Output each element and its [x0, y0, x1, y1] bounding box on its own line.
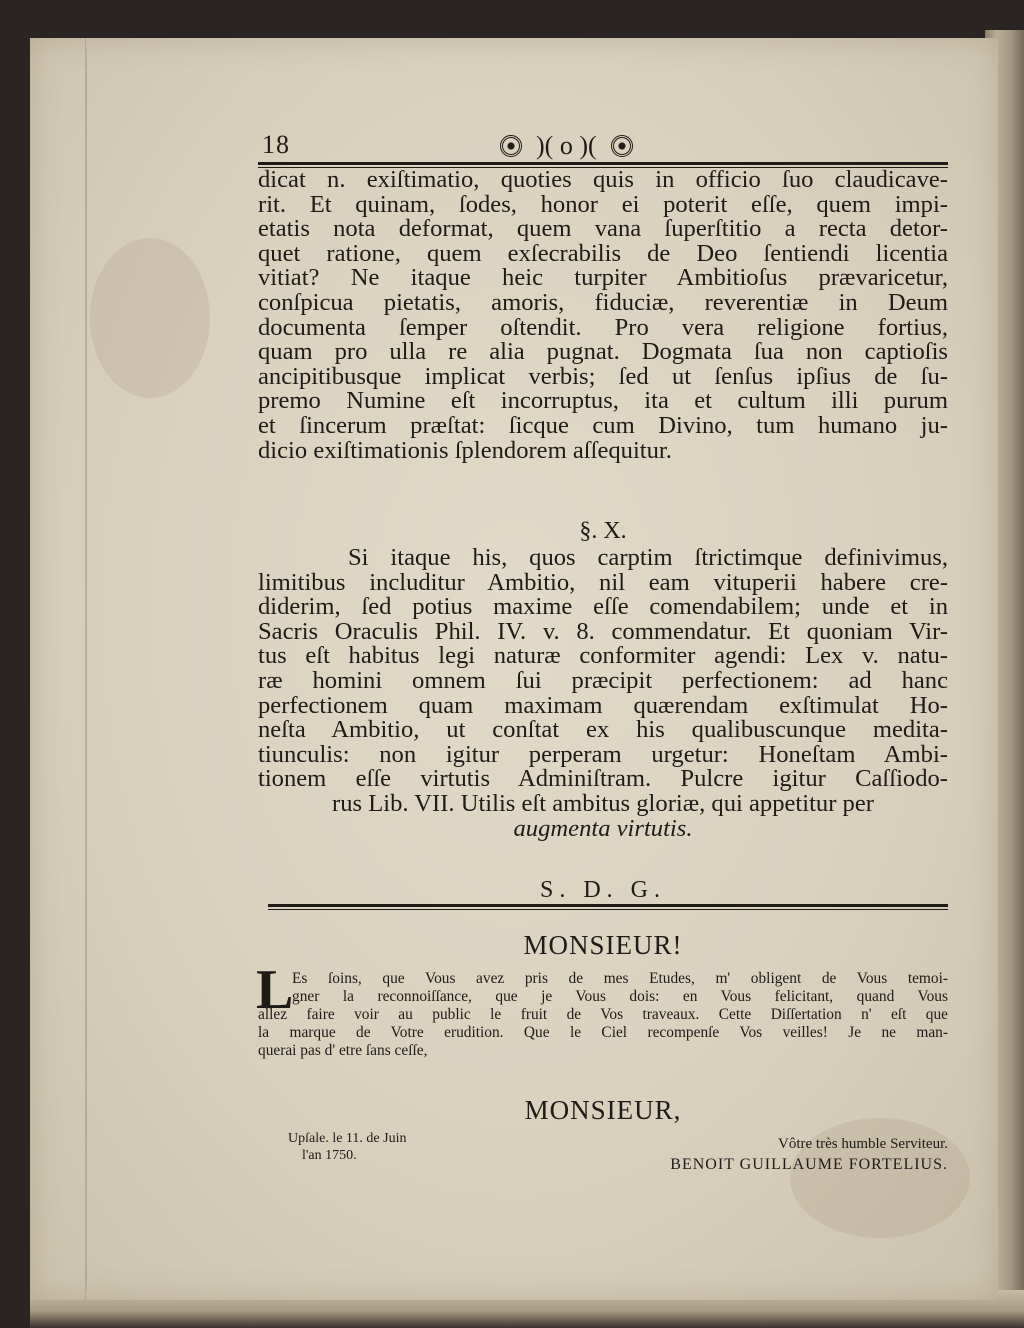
text-line: etatis nota deformat, quem vana ſuperſtitio a recta detor-	[258, 215, 948, 243]
text-line: Si itaque his, quos carptim ſtrictimque definivimus,	[348, 544, 948, 571]
text-line: diderim, ſed potius maxime eſſe comendabilem; unde et in	[258, 593, 948, 621]
section-heading: §. X.	[579, 518, 627, 544]
text-line: vitiat? Ne itaque heic turpiter Ambitioſus prævaricetur,	[258, 264, 948, 292]
text-line: et ſincerum præſtat: ſicque cum Divino, tum humano ju-	[258, 411, 948, 439]
text-line: premo Numine eſt incorruptus, ita et cultum illi purum	[258, 387, 948, 415]
signoff	[570, 1134, 948, 1176]
section-paragraph	[258, 546, 948, 841]
text-line: ræ homini omnem ſui præcipit perfectionem: ad hanc	[258, 666, 948, 694]
text-line: tionem eſſe virtutis Adminiſtram. Pulcre igitur Caſſiodo-	[258, 765, 948, 793]
text-line: tiunculis: non igitur perperam urgetur: Honeſtam Ambi-	[258, 740, 948, 768]
text-line: ancipitibusque implicat verbis; ſed ut ſenſus ipſius de ſu-	[258, 362, 948, 390]
text-line: documenta ſemper oſtendit. Pro vera religione fortius,	[258, 313, 948, 341]
text-line: neſta Ambitio, ut conſtat ex his qualibuscunque medita-	[258, 716, 948, 744]
closing-salutation: MONSIEUR,	[524, 1095, 682, 1125]
text-line-quote: augmenta virtutis.	[513, 814, 693, 842]
place-line: Upſale. le 11. de Juin	[288, 1131, 407, 1146]
ornament-brackets: )( o )(	[536, 131, 597, 160]
text-line: querai pas d' etre ſans ceſſe,	[258, 1042, 428, 1059]
place-date	[288, 1130, 406, 1164]
text-line: rit. Et quinam, ſodes, honor ei poterit eſſe, quem impi-	[258, 190, 948, 218]
page-number: 18	[262, 130, 290, 159]
text-line: la marque de Votre erudition. Que le Ciel recompenſe Vos veilles! Je ne man-	[258, 1024, 948, 1041]
text-line: Es ſoins, que Vous avez pris de mes Etudes, m' obligent de Vous temoi-	[292, 970, 948, 987]
book-page	[30, 38, 998, 1300]
text-line: conſpicua pietatis, amoris, fiduciæ, reverentiæ in Deum	[258, 288, 948, 316]
dedication-title: MONSIEUR!	[523, 930, 683, 960]
paper-stain	[90, 238, 210, 398]
text-line: quet ratione, quem exſecrabilis de Deo ſentiendi licentia	[258, 239, 948, 267]
signoff-phrase: Vôtre très humble Serviteur.	[778, 1136, 948, 1152]
author-name: BENOIT GUILLAUME FORTELIUS.	[670, 1156, 948, 1173]
text-line: allez faire voir au public le fruit de Vos traveaux. Cette Diſſertation n' eſt que	[258, 1006, 948, 1023]
dedication-paragraph	[258, 970, 948, 1060]
header-ornament	[500, 130, 760, 162]
text-line-quote: rus Lib. VII. Utilis eſt ambitus gloriæ, qui appetitur per	[332, 789, 874, 817]
text-line: Sacris Oraculis Phil. IV. v. 8. commendatur. Et quoniam Vir-	[258, 617, 948, 645]
text-line: limitibus includitur Ambitio, nil eam vituperii habere cre-	[258, 568, 948, 596]
rosette-icon	[611, 135, 633, 157]
year-line: l'an 1750.	[302, 1148, 357, 1163]
rosette-icon	[500, 135, 522, 157]
binding-gutter	[30, 38, 86, 1300]
section-divider	[268, 904, 948, 910]
text-line: quam pro ulla re alia pugnat. Dogmata ſua non captioſis	[258, 338, 948, 366]
text-line: gner la reconnoiſſance, que je Vous dois: en Vous felicitant, quand Vous	[292, 988, 948, 1005]
drop-cap: L	[256, 959, 294, 1021]
text-line: tus eſt habitus legi naturæ conformiter agendi: Lex v. natu-	[258, 642, 948, 670]
main-paragraph	[258, 168, 948, 463]
signature-initials: S. D. G.	[539, 877, 666, 903]
text-line: dicat n. exiſtimatio, quoties quis in officio ſuo claudicave-	[258, 166, 948, 193]
text-line: perfectionem quam maximam quærendam exſtimulat Ho-	[258, 691, 948, 719]
text-line: dicio exiſtimationis ſplendorem aſſequitur.	[258, 436, 672, 464]
